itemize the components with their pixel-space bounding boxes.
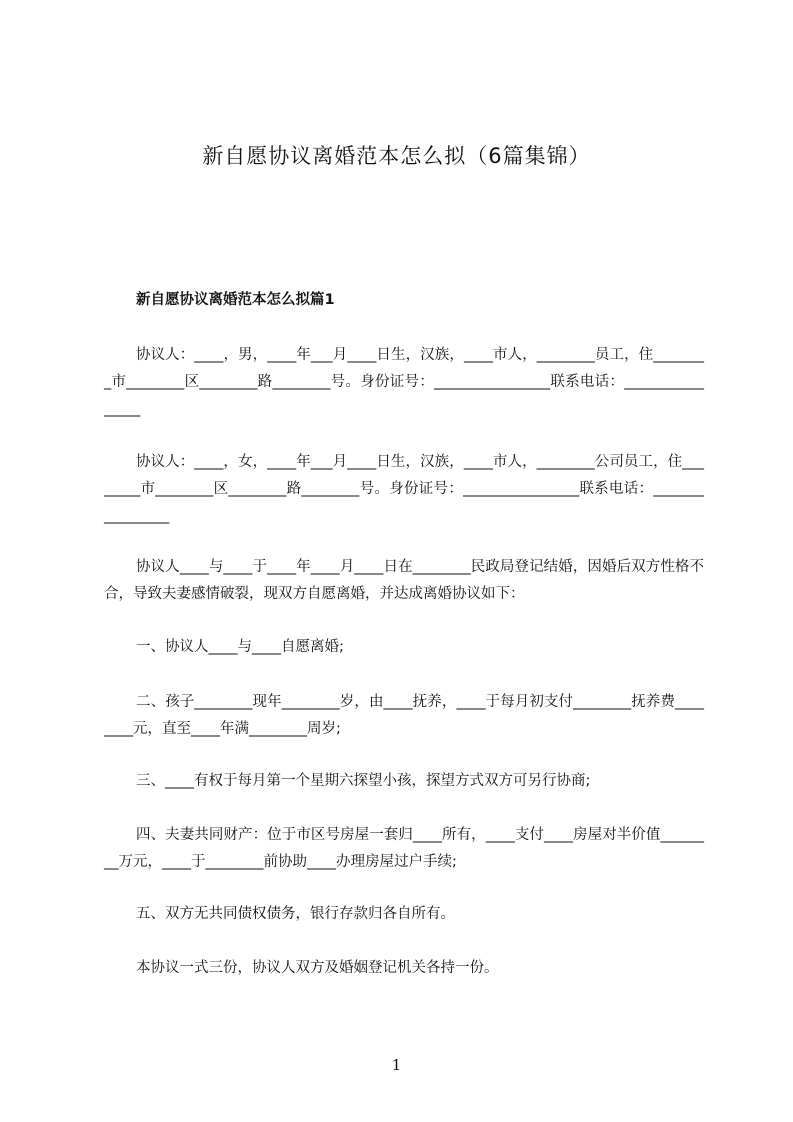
page-number: 1	[391, 1056, 402, 1074]
section-heading: 新自愿协议离婚范本怎么拟篇1	[136, 292, 335, 308]
paragraph-clause-4: 四、夫妻共同财产：位于市区号房屋一套归____所有，____支付____房屋对半价值________万元，____于________前协助____办理房屋过户手续;	[104, 827, 704, 870]
paragraph-clause-5: 五、双方无共同债权债务，银行存款归各自所有。	[136, 906, 455, 922]
document-title: 新自愿协议离婚范本怎么拟（6篇集锦）	[202, 144, 591, 168]
paragraph-clause-1: 一、协议人____与____自愿离婚;	[136, 639, 344, 655]
paragraph-clause-3: 三、____有权于每月第一个星期六探望小孩，探望方式双方可另行协商;	[136, 773, 591, 789]
paragraph-party-male: 协议人：____，男，____年___月____日生，汉族，____市人，________员工，住________市________区________路________号。身份证号：________________联系电话：________________	[104, 347, 704, 417]
paragraph-clause-2: 二、孩子________现年________岁，由____抚养，____于每月初支付________抚养费________元，直至____年满________周岁;	[104, 694, 704, 737]
paragraph-party-female: 协议人：____，女，____年___月____日生，汉族，____市人，________公司员工，住________市________区________路________号。身份证号：________________联系电话：________________	[104, 454, 704, 524]
paragraph-marriage-info: 协议人____与____于____年____月____日在________民政局登记结婚，因婚后双方性格不合，导致夫妻感情破裂，现双方自愿离婚，并达成离婚协议如下：	[104, 559, 704, 602]
paragraph-copies: 本协议一式三份，协议人双方及婚姻登记机关各持一份。	[136, 960, 499, 976]
